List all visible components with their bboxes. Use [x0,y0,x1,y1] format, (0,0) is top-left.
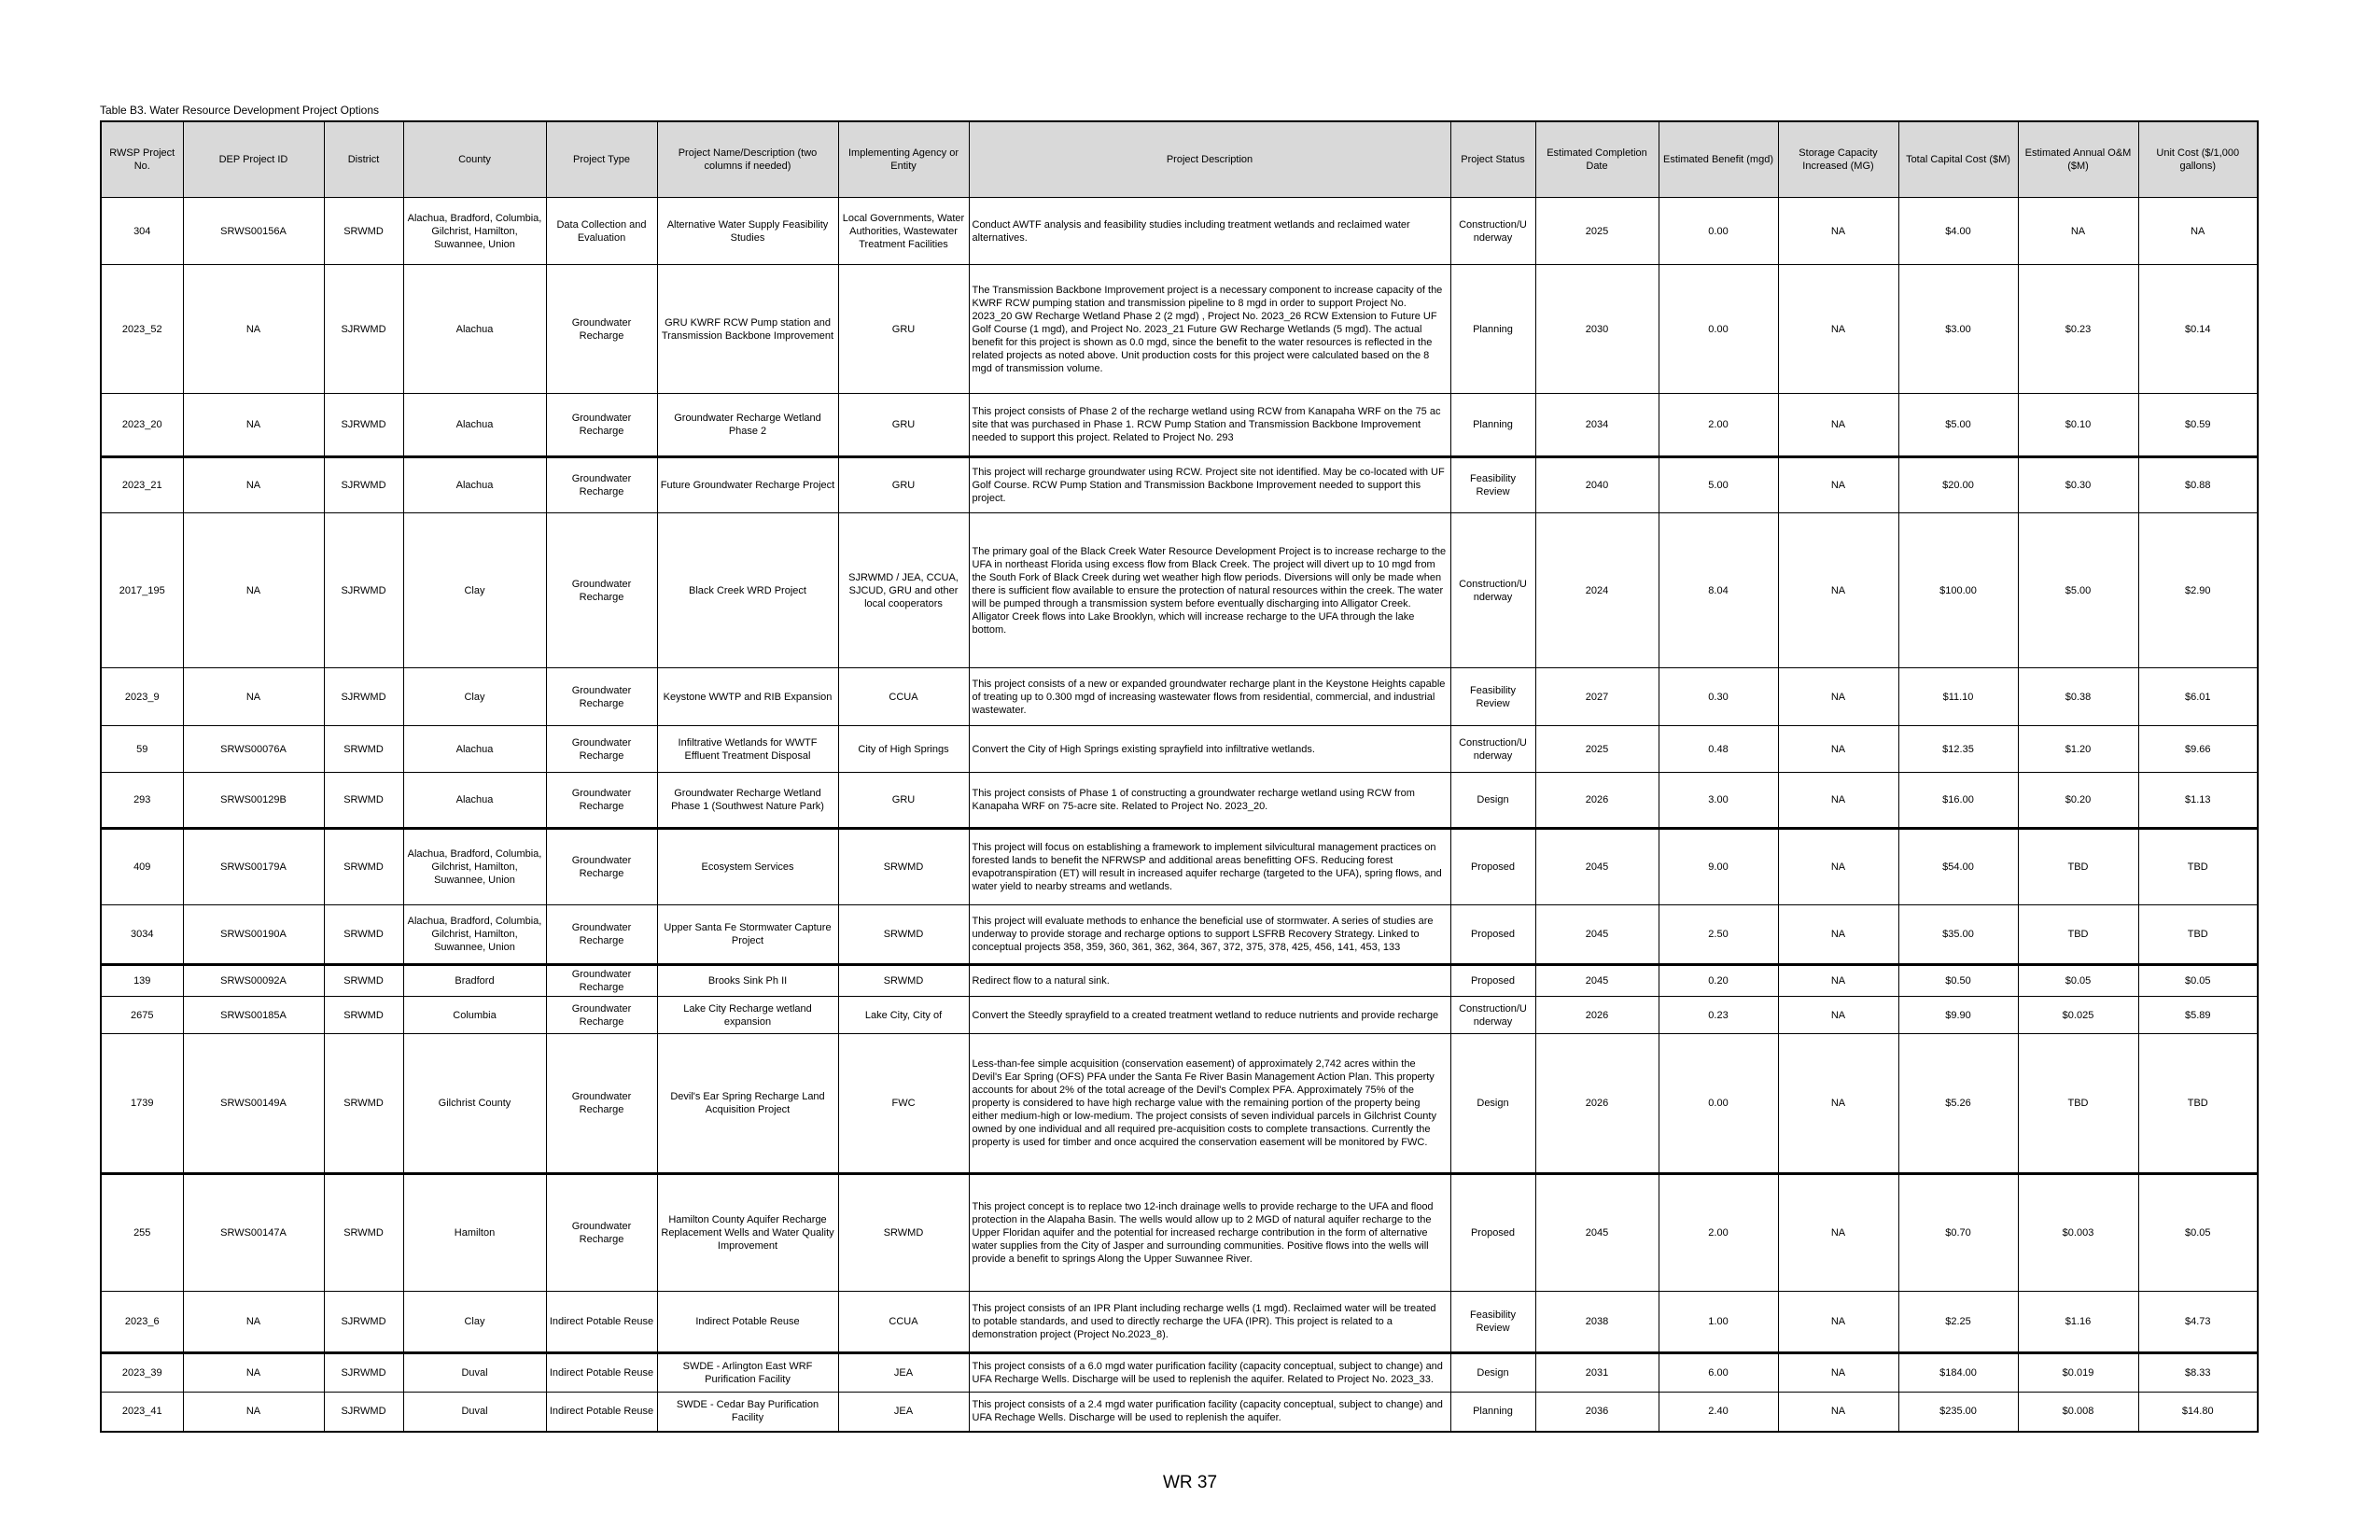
cell: $5.00 [1898,394,2018,457]
cell: Hamilton [403,1174,546,1292]
cell: 2023_21 [101,457,183,513]
cell: Alachua [403,726,546,773]
cell: Alachua, Bradford, Columbia, Gilchrist, Hamilton, Suwannee, Union [403,198,546,265]
cell: Alachua, Bradford, Columbia, Gilchrist, Hamilton, Suwannee, Union [403,905,546,965]
cell: Duval [403,1393,546,1432]
cell: 2038 [1535,1292,1659,1353]
cell: SJRWMD [324,513,403,668]
cell: 2023_6 [101,1292,183,1353]
cell: SRWMD [324,1034,403,1174]
cell: NA [1778,513,1898,668]
project-description-cell: Convert the Steedly sprayfield to a created treatment wetland to reduce nutrients and provide recharge [969,997,1450,1034]
cell: 2045 [1535,829,1659,905]
cell: 1739 [101,1034,183,1174]
cell: NA [183,1292,324,1353]
cell: Feasibility Review [1450,668,1535,726]
cell: Black Creek WRD Project [657,513,838,668]
cell: $0.10 [2018,394,2138,457]
cell: Feasibility Review [1450,457,1535,513]
cell: 293 [101,773,183,829]
cell: Indirect Potable Reuse [546,1393,657,1432]
project-description-cell: Conduct AWTF analysis and feasibility studies including treatment wetlands and reclaimed water alternatives. [969,198,1450,265]
cell: Alachua [403,773,546,829]
cell: Hamilton County Aquifer Recharge Replacement Wells and Water Quality Improvement [657,1174,838,1292]
column-header: DEP Project ID [183,121,324,198]
cell: Planning [1450,265,1535,394]
cell: $1.20 [2018,726,2138,773]
column-header: Estimated Benefit (mgd) [1659,121,1778,198]
cell: Columbia [403,997,546,1034]
cell: NA [1778,726,1898,773]
table-row [101,726,2258,773]
cell: Brooks Sink Ph II [657,965,838,997]
cell: Groundwater Recharge [546,997,657,1034]
cell: Upper Santa Fe Stormwater Capture Project [657,905,838,965]
table-row [101,457,2258,513]
cell: $11.10 [1898,668,2018,726]
cell: Design [1450,773,1535,829]
cell: Groundwater Recharge [546,457,657,513]
cell: SRWS00092A [183,965,324,997]
cell: 2031 [1535,1353,1659,1393]
cell: 0.48 [1659,726,1778,773]
cell: NA [183,265,324,394]
cell: $5.26 [1898,1034,2018,1174]
cell: 2017_195 [101,513,183,668]
table-row [101,829,2258,905]
cell: Keystone WWTP and RIB Expansion [657,668,838,726]
cell: Groundwater Recharge [546,726,657,773]
cell: $0.88 [2138,457,2258,513]
table-row [101,265,2258,394]
column-header: Project Description [969,121,1450,198]
cell: Future Groundwater Recharge Project [657,457,838,513]
cell: Infiltrative Wetlands for WWTF Effluent Treatment Disposal [657,726,838,773]
project-description-cell: This project consists of Phase 1 of constructing a groundwater recharge wetland using RCW from Kanapaha WRF on 75-acre site. Related to Project No. 2023_20. [969,773,1450,829]
cell: 0.23 [1659,997,1778,1034]
cell: SJRWMD / JEA, CCUA, SJCUD, GRU and other local cooperators [838,513,969,668]
cell: $0.23 [2018,265,2138,394]
cell: 2.00 [1659,394,1778,457]
cell: NA [183,394,324,457]
cell: $0.50 [1898,965,2018,997]
cell: $6.01 [2138,668,2258,726]
table-row [101,773,2258,829]
cell: Groundwater Recharge [546,668,657,726]
project-description-cell: This project consists of Phase 2 of the recharge wetland using RCW from Kanapaha WRF on the 75 ac site that was purchased in Phase 1. RCW Pump Station and Transmission Backbone Improvement needed to support this project. Related to Project No. 293 [969,394,1450,457]
cell: Construction/U nderway [1450,198,1535,265]
cell: $4.73 [2138,1292,2258,1353]
cell: Construction/U nderway [1450,726,1535,773]
cell: 2030 [1535,265,1659,394]
table-row [101,668,2258,726]
cell: SRWMD [324,726,403,773]
cell: NA [1778,668,1898,726]
cell: TBD [2018,1034,2138,1174]
cell: Groundwater Recharge [546,394,657,457]
cell: Duval [403,1353,546,1393]
table-row [101,965,2258,997]
column-header: County [403,121,546,198]
header-row [101,121,2258,198]
cell: Design [1450,1353,1535,1393]
table-body [101,198,2258,1432]
project-description-cell: Less-than-fee simple acquisition (conservation easement) of approximately 2,742 acres within the Devil's Ear Spring (OFS) PFA under the Santa Fe River Basin Management Action Plan. This property accounts for about 2% of the total acreage of the Devil's Complex PFA. Approximately 75% of the property is considered to have high recharge value with the remaining portion of the property being either medium-high or low-medium. The project consists of seven individual parcels in Gilchrist County owned by one individual and all required pre-acquisition costs to complete transactions. Currently the property is used for timber and once acquired the conservation easement will be monitored by FWC. [969,1034,1450,1174]
cell: Proposed [1450,1174,1535,1292]
project-description-cell: This project will evaluate methods to enhance the beneficial use of stormwater. A series of studies are underway to provide storage and recharge options to support LSFRB Recovery Strategy. Linked to conceptual projects 358, 359, 360, 361, 362, 364, 367, 372, 375, 378, 425, 456, 141, 453, 133 [969,905,1450,965]
cell: NA [1778,997,1898,1034]
table-header [101,121,2258,198]
cell: Clay [403,668,546,726]
cell: TBD [2138,905,2258,965]
project-description-cell: The Transmission Backbone Improvement project is a necessary component to increase capacity of the KWRF RCW pumping station and transmission pipeline to 8 mgd in order to support Project No. 2023_20 GW Recharge Wetland Phase 2 (2 mgd) , Project No. 2023_26 RCW Extension to Future UF Golf Course (1 mgd), and Project No. 2023_21 Future GW Recharge Wetlands (5 mgd). The actual benefit for this project is shown as 0.0 mgd, since the benefit to the water resources is reflected in the related projects as noted above. Unit production costs for this project were calculated based on the 8 mgd of transmission volume. [969,265,1450,394]
cell: SRWS00156A [183,198,324,265]
cell: 3034 [101,905,183,965]
project-description-cell: This project will focus on establishing a framework to implement silvicultural management practices on forested lands to benefit the NFRWSP and additional areas benefitting OFS. Reducing forest evapotranspiration (ET) will result in increased aquifer recharge (targeted to the UFA), spring flows, and water yield to nearby streams and wetlands. [969,829,1450,905]
project-description-cell: This project consists of a 2.4 mgd water purification facility (capacity conceptual, subject to change) and UFA Rechage Wells. Discharge will be used to replenish the aquifer. [969,1393,1450,1432]
cell: 2026 [1535,773,1659,829]
cell: $0.59 [2138,394,2258,457]
table-title: Table B3. Water Resource Development Project Options [100,104,380,117]
cell: SJRWMD [324,265,403,394]
cell: NA [2138,198,2258,265]
cell: 2023_41 [101,1393,183,1432]
cell: Ecosystem Services [657,829,838,905]
cell: 2040 [1535,457,1659,513]
cell: NA [1778,965,1898,997]
cell: SRWS00129B [183,773,324,829]
cell: NA [1778,1393,1898,1432]
cell: SRWS00179A [183,829,324,905]
cell: Groundwater Recharge Wetland Phase 2 [657,394,838,457]
cell: 0.30 [1659,668,1778,726]
column-header: Implementing Agency or Entity [838,121,969,198]
project-description-cell: This project consists of an IPR Plant including recharge wells (1 mgd). Reclaimed water will be treated to potable standards, and used to directly recharge the UFA (IPR). This project is related to a demonstration project (Project No.2023_8). [969,1292,1450,1353]
column-header: Estimated Annual O&M ($M) [2018,121,2138,198]
cell: NA [1778,1353,1898,1393]
cell: SRWMD [324,905,403,965]
cell: SRWMD [838,905,969,965]
cell: $0.019 [2018,1353,2138,1393]
cell: Indirect Potable Reuse [546,1292,657,1353]
table-row [101,997,2258,1034]
table-row [101,198,2258,265]
cell: GRU [838,394,969,457]
cell: NA [1778,394,1898,457]
cell: Clay [403,513,546,668]
cell: Proposed [1450,905,1535,965]
cell: Bradford [403,965,546,997]
cell: Lake City, City of [838,997,969,1034]
cell: NA [183,513,324,668]
cell: Groundwater Recharge [546,1174,657,1292]
cell: JEA [838,1353,969,1393]
cell: GRU [838,457,969,513]
cell: 5.00 [1659,457,1778,513]
table-row [101,1353,2258,1393]
table-row [101,1292,2258,1353]
cell: Groundwater Recharge [546,829,657,905]
table-row [101,1393,2258,1432]
cell: CCUA [838,668,969,726]
cell: SWDE - Arlington East WRF Purification Facility [657,1353,838,1393]
cell: NA [1778,198,1898,265]
column-header: Project Type [546,121,657,198]
cell: TBD [2018,905,2138,965]
cell: SJRWMD [324,1393,403,1432]
cell: Lake City Recharge wetland expansion [657,997,838,1034]
project-description-cell: This project consists of a new or expanded groundwater recharge plant in the Keystone Heights capable of treating up to 0.300 mgd of increasing wastewater flows from residential, commercial, and industrial wastewater. [969,668,1450,726]
cell: 2026 [1535,997,1659,1034]
cell: $0.05 [2138,965,2258,997]
cell: Design [1450,1034,1535,1174]
cell: 2034 [1535,394,1659,457]
cell: 2023_20 [101,394,183,457]
cell: TBD [2018,829,2138,905]
cell: Proposed [1450,829,1535,905]
cell: NA [183,1353,324,1393]
column-header: Estimated Completion Date [1535,121,1659,198]
cell: 2.00 [1659,1174,1778,1292]
cell: $9.90 [1898,997,2018,1034]
cell: SRWS00190A [183,905,324,965]
cell: CCUA [838,1292,969,1353]
column-header: Unit Cost ($/1,000 gallons) [2138,121,2258,198]
cell: SRWS00147A [183,1174,324,1292]
column-header: RWSP Project No. [101,121,183,198]
cell: 8.04 [1659,513,1778,668]
column-header: Project Status [1450,121,1535,198]
project-description-cell: This project consists of a 6.0 mgd water purification facility (capacity conceptual, subject to change) and UFA Recharge Wells. Discharge will be used to replenish the aquifer. Related to Project No. 2023_33. [969,1353,1450,1393]
cell: Alachua [403,394,546,457]
cell: 2025 [1535,198,1659,265]
project-description-cell: This project will recharge groundwater using RCW. Project site not identified. May be co-located with UF Golf Course. RCW Pump Station and Transmission Backbone Improvement needed to support this project. [969,457,1450,513]
cell: $0.14 [2138,265,2258,394]
cell: $1.16 [2018,1292,2138,1353]
cell: Groundwater Recharge [546,265,657,394]
cell: $0.30 [2018,457,2138,513]
cell: $12.35 [1898,726,2018,773]
cell: NA [1778,1292,1898,1353]
cell: Gilchrist County [403,1034,546,1174]
cell: NA [183,668,324,726]
cell: Groundwater Recharge [546,1034,657,1174]
cell: Alachua, Bradford, Columbia, Gilchrist, Hamilton, Suwannee, Union [403,829,546,905]
cell: Feasibility Review [1450,1292,1535,1353]
cell: Alachua [403,265,546,394]
cell: SJRWMD [324,1292,403,1353]
cell: SJRWMD [324,1353,403,1393]
table-row [101,513,2258,668]
cell: NA [183,1393,324,1432]
cell: NA [1778,829,1898,905]
cell: $0.025 [2018,997,2138,1034]
cell: NA [183,457,324,513]
table-row [101,394,2258,457]
cell: Indirect Potable Reuse [546,1353,657,1393]
cell: Construction/U nderway [1450,997,1535,1034]
column-header: Storage Capacity Increased (MG) [1778,121,1898,198]
cell: Construction/U nderway [1450,513,1535,668]
cell: $5.89 [2138,997,2258,1034]
cell: SRWMD [324,829,403,905]
cell: $2.90 [2138,513,2258,668]
cell: $9.66 [2138,726,2258,773]
cell: $35.00 [1898,905,2018,965]
cell: GRU KWRF RCW Pump station and Transmission Backbone Improvement [657,265,838,394]
cell: 3.00 [1659,773,1778,829]
cell: $0.70 [1898,1174,2018,1292]
cell: 2024 [1535,513,1659,668]
cell: Proposed [1450,965,1535,997]
project-description-cell: Redirect flow to a natural sink. [969,965,1450,997]
cell: SRWMD [324,965,403,997]
cell: 409 [101,829,183,905]
cell: Devil's Ear Spring Recharge Land Acquisition Project [657,1034,838,1174]
water-resource-projects-table [100,120,2259,1433]
cell: NA [1778,773,1898,829]
cell: $235.00 [1898,1393,2018,1432]
cell: SJRWMD [324,394,403,457]
cell: 2036 [1535,1393,1659,1432]
cell: Groundwater Recharge [546,773,657,829]
cell: NA [1778,1034,1898,1174]
cell: Alternative Water Supply Feasibility Studies [657,198,838,265]
cell: 2023_9 [101,668,183,726]
cell: $184.00 [1898,1353,2018,1393]
cell: $1.13 [2138,773,2258,829]
cell: $20.00 [1898,457,2018,513]
table-row [101,1034,2258,1174]
cell: $14.80 [2138,1393,2258,1432]
cell: $100.00 [1898,513,2018,668]
cell: 2026 [1535,1034,1659,1174]
cell: SWDE - Cedar Bay Purification Facility [657,1393,838,1432]
cell: 2027 [1535,668,1659,726]
cell: 0.00 [1659,1034,1778,1174]
cell: $2.25 [1898,1292,2018,1353]
page-number: WR 37 [1162,1473,1218,1492]
cell: 255 [101,1174,183,1292]
cell: SRWMD [324,773,403,829]
cell: 0.20 [1659,965,1778,997]
cell: NA [1778,265,1898,394]
cell: SRWS00185A [183,997,324,1034]
cell: 2.50 [1659,905,1778,965]
cell: 6.00 [1659,1353,1778,1393]
cell: 59 [101,726,183,773]
cell: $3.00 [1898,265,2018,394]
cell: SJRWMD [324,457,403,513]
cell: 2045 [1535,1174,1659,1292]
column-header: District [324,121,403,198]
cell: $16.00 [1898,773,2018,829]
cell: $5.00 [2018,513,2138,668]
cell: 2045 [1535,965,1659,997]
project-description-cell: Convert the City of High Springs existing sprayfield into infiltrative wetlands. [969,726,1450,773]
cell: SRWS00149A [183,1034,324,1174]
column-header: Total Capital Cost ($M) [1898,121,2018,198]
cell: NA [1778,457,1898,513]
cell: Indirect Potable Reuse [657,1292,838,1353]
cell: 1.00 [1659,1292,1778,1353]
cell: $0.38 [2018,668,2138,726]
cell: 2023_52 [101,265,183,394]
cell: 2675 [101,997,183,1034]
table-row [101,1174,2258,1292]
cell: NA [1778,905,1898,965]
cell: 2025 [1535,726,1659,773]
column-header: Project Name/Description (two columns if needed) [657,121,838,198]
cell: GRU [838,265,969,394]
cell: $8.33 [2138,1353,2258,1393]
cell: 2023_39 [101,1353,183,1393]
cell: Clay [403,1292,546,1353]
cell: Local Governments, Water Authorities, Wastewater Treatment Facilities [838,198,969,265]
cell: City of High Springs [838,726,969,773]
cell: Groundwater Recharge [546,513,657,668]
cell: $0.05 [2138,1174,2258,1292]
cell: TBD [2138,1034,2258,1174]
cell: Groundwater Recharge Wetland Phase 1 (Southwest Nature Park) [657,773,838,829]
cell: 2045 [1535,905,1659,965]
cell: NA [1778,1174,1898,1292]
cell: TBD [2138,829,2258,905]
cell: 9.00 [1659,829,1778,905]
cell: SRWMD [324,198,403,265]
cell: Groundwater Recharge [546,905,657,965]
cell: GRU [838,773,969,829]
cell: Data Collection and Evaluation [546,198,657,265]
cell: Groundwater Recharge [546,965,657,997]
table-row [101,905,2258,965]
cell: SRWMD [324,1174,403,1292]
project-description-cell: This project concept is to replace two 12-inch drainage wells to provide recharge to the UFA and flood protection in the Alapaha Basin. The wells would allow up to 2 MGD of natural aquifer recharge to the Upper Floridan aquifer and the potential for increased recharge contribution in the form of alternative water supplies from the City of Jasper and surrounding communities. Positive flows into the wells will provide a benefit to springs Along the Upper Suwannee River. [969,1174,1450,1292]
cell: $54.00 [1898,829,2018,905]
cell: 2.40 [1659,1393,1778,1432]
cell: Planning [1450,1393,1535,1432]
cell: SRWS00076A [183,726,324,773]
cell: 139 [101,965,183,997]
cell: 0.00 [1659,265,1778,394]
cell: $0.20 [2018,773,2138,829]
project-description-cell: The primary goal of the Black Creek Water Resource Development Project is to increase recharge to the UFA in northeast Florida using excess flow from Black Creek. The project will divert up to 10 mgd from the South Fork of Black Creek during wet weather high flow periods. Diversions will only be made when there is sufficient flow available to ensure the protection of natural resources within the creek. The water will be pumped through a transmission system before eventually discharging into Alligator Creek. Alligator Creek flows into Lake Brooklyn, which will increase recharge to the UFA through the lake bottom. [969,513,1450,668]
cell: JEA [838,1393,969,1432]
cell: $0.008 [2018,1393,2138,1432]
cell: NA [2018,198,2138,265]
cell: $0.003 [2018,1174,2138,1292]
cell: SRWMD [324,997,403,1034]
cell: FWC [838,1034,969,1174]
cell: SRWMD [838,1174,969,1292]
cell: Alachua [403,457,546,513]
cell: $4.00 [1898,198,2018,265]
cell: SRWMD [838,965,969,997]
cell: SJRWMD [324,668,403,726]
cell: 0.00 [1659,198,1778,265]
cell: SRWMD [838,829,969,905]
cell: $0.05 [2018,965,2138,997]
cell: Planning [1450,394,1535,457]
cell: 304 [101,198,183,265]
